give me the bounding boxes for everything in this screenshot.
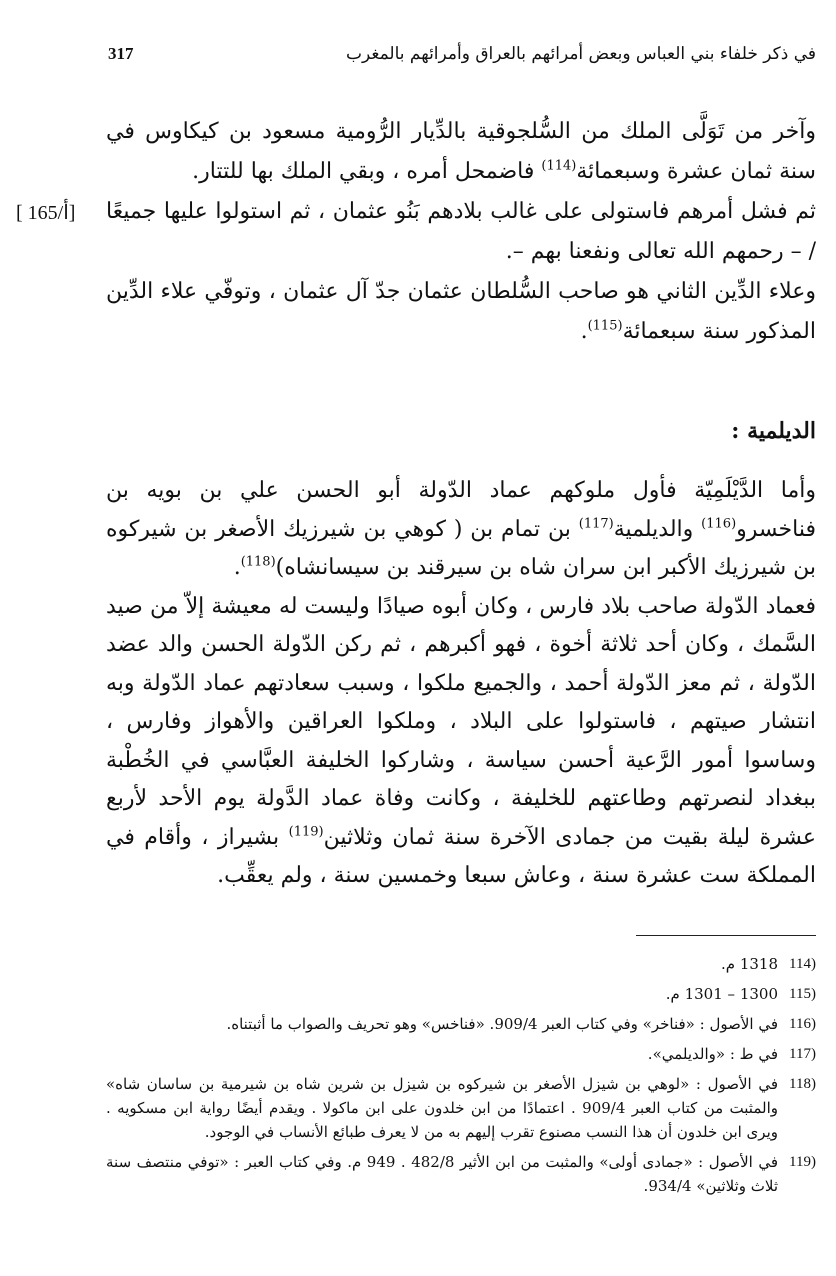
footnote-number: (119 bbox=[789, 1154, 816, 1170]
footnote-item bbox=[106, 982, 816, 1006]
footnote-ref[interactable]: (115) bbox=[587, 318, 623, 334]
footnote-number: (114 bbox=[789, 956, 816, 972]
footnote-number: (118 bbox=[789, 1076, 816, 1092]
paragraph-text: . bbox=[580, 319, 588, 344]
paragraph-text: ثم فشل أمرهم فاستولى على غالب بلادهم بَنُو عثمان ، ثم استولوا عليها جميعًا / – رحمهم الله تعالى ونفعنا بهم –. bbox=[106, 199, 816, 264]
footnote-ref[interactable]: (119) bbox=[288, 824, 324, 840]
footnote-text: في ط : «والديلمي». bbox=[647, 1045, 778, 1063]
margin-folio-reference: [ 165/أ] bbox=[16, 202, 76, 224]
paragraph-text: وأما الدَّيْلَمِيّة فأول ملوكهم عماد الدّولة أبو الحسن علي بن بويه بن فناخسرو bbox=[106, 478, 816, 542]
footnote-text: 1318 م. bbox=[720, 955, 778, 973]
paragraph-text: . bbox=[233, 555, 241, 580]
page-number: 317 bbox=[108, 44, 134, 63]
paragraph-text: وعلاء الدِّين الثاني هو صاحب السُّلطان عثمان جدّ آل عثمان ، وتوفّي علاء الدِّين المذكور سنة سبعمائة bbox=[106, 279, 816, 344]
paragraph bbox=[106, 588, 816, 896]
paragraph-text: والديلمية bbox=[613, 516, 702, 542]
page-header bbox=[108, 44, 816, 74]
footnote-item bbox=[106, 952, 816, 976]
footnote-ref[interactable]: (117) bbox=[578, 516, 614, 532]
paragraph-text: فعماد الدّولة صاحب بلاد فارس ، وكان أبوه صيادًا وليست له معيشة إلاّ من صيد السَّمك ، وكان أحد ثلاثة أخوة ، فهو أكبرهم ، ثم ركن الدّولة الحسن والد عضد الدّولة ، ثم معز الدّولة أحمد ، والجميع ملكوا ، وسبب سعادتهم عماد الدّولة وبه انتشار صيتهم ، فاستولوا على البلاد ، وملكوا العراقين والأهواز وفارس ، وساسوا أمور الرَّعية أحسن سياسة ، وشاركوا الخليفة العبَّاسي في الخُطْبة ببغداد لنصرتهم وطاعتهم للخليفة ، وكانت وفاة عماد الدَّولة يوم الأحد لأربع عشرة ليلة بقيت من جمادى الآخرة سنة ثمان وثلاثين bbox=[106, 593, 816, 850]
paragraph bbox=[106, 472, 816, 588]
paragraph-text: وآخر من تَوَلَّى الملك من السُّلجوقية بالدِّيار الرُّومية مسعود بن كيكاوس في سنة ثمان عشرة وسبعمائة bbox=[106, 119, 816, 184]
paragraph-text: بن تمام بن ( كوهي بن شيرزيك الأصغر بن شيركوه بن شيرزيك الأكبر ابن سران شاه بن سيرقند بن سيسانشاه) bbox=[106, 516, 816, 580]
footnote-text: في الأصول : «لوهي بن شيزل الأصغر بن شيركوه بن شيزل بن شرين شاه بن شيرمية بن ساسان شاه» والمثبت من كتاب العبر 909/4 . اعتمادًا من ابن خلدون على ابن ماكولا . ويقدم أيضًا رواية ابن مسكويه . ويرى ابن خلدون أن هذا النسب مصنوع تقرب إليهم به من لا يعرف طبائع الأنساب في الوجود. bbox=[106, 1075, 778, 1141]
footnote-text: في الأصول : «فناخر» وفي كتاب العبر 909/4. «فناخس» وهو تحريف والصواب ما أثبتناه. bbox=[226, 1015, 778, 1033]
footnote-number: (115 bbox=[789, 986, 816, 1002]
footnote-item bbox=[106, 1150, 816, 1198]
footnote-text: في الأصول : «جمادى أولى» والمثبت من ابن الأثير 482/8 . 949 م. وفي كتاب العبر : «توفي منتصف سنة ثلاث وثلاثين» 934/4. bbox=[106, 1153, 778, 1195]
footnote-ref[interactable]: (116) bbox=[701, 516, 737, 532]
paragraph bbox=[106, 112, 816, 192]
paragraph-text: فاضمحل أمره ، وبقي الملك بها للتتار. bbox=[192, 159, 542, 184]
footnote-item bbox=[106, 1012, 816, 1036]
text-block-daylamite bbox=[106, 472, 816, 896]
running-title: في ذكر خلفاء بني العباس وبعض أمرائهم بالعراق وأمرائهم بالمغرب bbox=[346, 44, 816, 64]
footnote-number: (116 bbox=[789, 1016, 816, 1032]
text-block-seljuk bbox=[106, 112, 816, 352]
footnote-item bbox=[106, 1042, 816, 1066]
paragraph bbox=[106, 192, 816, 272]
footnote-ref[interactable]: (118) bbox=[240, 554, 276, 570]
footnote-text: 1300 – 1301 م. bbox=[665, 985, 778, 1003]
footnote-number: (117 bbox=[789, 1046, 816, 1062]
section-heading: الديلمية : bbox=[731, 418, 816, 444]
footnote-ref[interactable]: (114) bbox=[541, 158, 577, 174]
paragraph-text: بشيراز ، وأقام في المملكة ست عشرة سنة ، وعاش سبعا وخمسين سنة ، ولم يعقِّب. bbox=[106, 824, 816, 888]
footnotes bbox=[106, 952, 816, 1204]
paragraph bbox=[106, 272, 816, 352]
footnote-item bbox=[106, 1072, 816, 1144]
footnote-divider bbox=[636, 935, 816, 936]
